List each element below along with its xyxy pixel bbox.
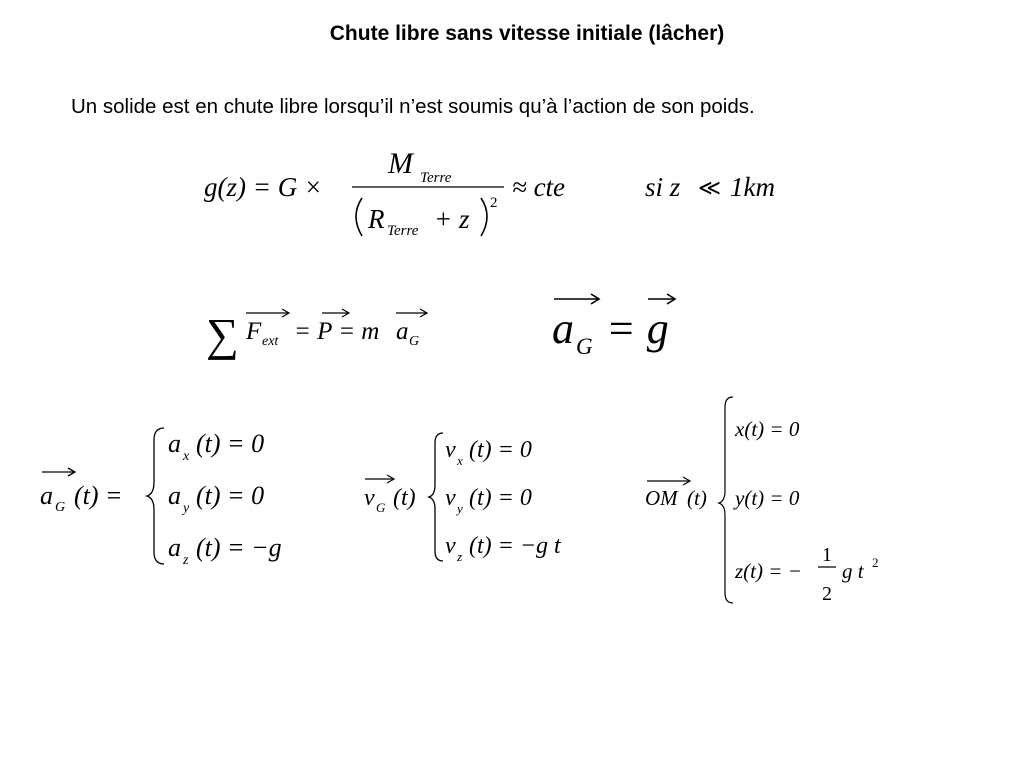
vel-row-sub: y [457,501,463,516]
vel-lhs-sub: G [376,500,386,515]
gravity-num-sub: Terre [420,170,452,186]
accel-row-sym: a [168,481,181,510]
pos-row-z-exp: 2 [872,555,879,570]
newton-law [200,295,460,370]
accel-lhs-arg: (t) = [74,481,123,510]
accel-lhs-a: a [40,481,53,510]
vel-row-rest: (t) = −g t [469,533,561,559]
pos-row-x: x(t) = 0 [735,417,800,441]
accel-row-z [168,533,282,568]
gravity-condition: si z [645,172,681,202]
accel-row-x [168,429,264,464]
gravity-den-exp: 2 [490,195,498,211]
accel-brace [147,428,164,564]
gravity-den-rest: + z [434,204,470,234]
vel-row-rest: (t) = 0 [469,485,532,511]
intro-text: Un solide est en chute libre lorsqu’il n’est soumis qu’à l’action de son poids. [71,95,755,118]
accel-row-rest: (t) = 0 [196,481,265,510]
pos-row-z-rest: g t [842,559,864,583]
gravity-num-M: M [388,147,413,180]
pos-frac-den: 2 [822,583,832,605]
newton-a-sub: G [409,334,420,349]
vel-row-z [445,533,562,564]
pos-lhs: OM [645,486,678,510]
vel-row-sub: x [457,453,463,468]
newton-F-sub: ext [262,334,279,349]
vel-row-sym: v [445,437,456,463]
acceleration-system [30,420,330,570]
vel-brace [429,433,443,561]
gravity-formula [190,140,810,250]
accel-row-y [168,481,264,516]
position-system [635,395,895,610]
accel-row-sub: x [183,449,190,464]
accel-row-sub: z [183,553,189,568]
result-a-sub: G [576,334,593,359]
velocity-system [355,425,615,570]
result-a: a [552,304,574,353]
gravity-approx: ≈ cte [512,172,566,202]
newton-a: a [396,318,409,345]
accel-row-sym: a [168,429,181,458]
pos-frac-num: 1 [822,544,832,566]
gravity-den-R: R [368,204,385,234]
gravity-condition-value: 1km [730,172,775,202]
pos-row-y: y(t) = 0 [735,486,800,510]
accel-row-rest: (t) = 0 [196,429,265,458]
acceleration-equals-g [540,285,700,370]
gravity-den-sub: Terre [387,223,419,239]
gravity-paren-right [481,198,487,236]
gravity-condition-symbol: ≪ [698,175,722,200]
accel-lhs-sub: G [55,500,66,515]
vel-row-x [445,437,532,468]
accel-row-sym: a [168,533,181,562]
pos-brace [719,397,733,603]
vel-row-sub: z [457,549,463,564]
newton-sum: ∑ [206,309,239,360]
result-rhs: = g [606,304,669,353]
vel-row-y [445,485,532,516]
vel-row-sym: v [445,533,456,559]
newton-mid: = P = m [294,318,380,345]
gravity-paren-left [356,198,362,236]
vel-lhs-arg: (t) [393,485,416,511]
vel-lhs-v: v [364,485,375,511]
newton-F: F [246,318,262,345]
accel-row-sub: y [183,501,190,516]
vel-row-rest: (t) = 0 [469,437,532,463]
pos-lhs-arg: (t) [687,486,707,510]
gravity-lhs: g(z) = G × [204,172,323,202]
vel-row-sym: v [445,485,456,511]
accel-row-rest: (t) = −g [196,533,282,562]
slide-title: Chute libre sans vitesse initiale (lâcher) [329,22,725,45]
pos-row-z-lhs: z(t) = − [735,559,802,583]
